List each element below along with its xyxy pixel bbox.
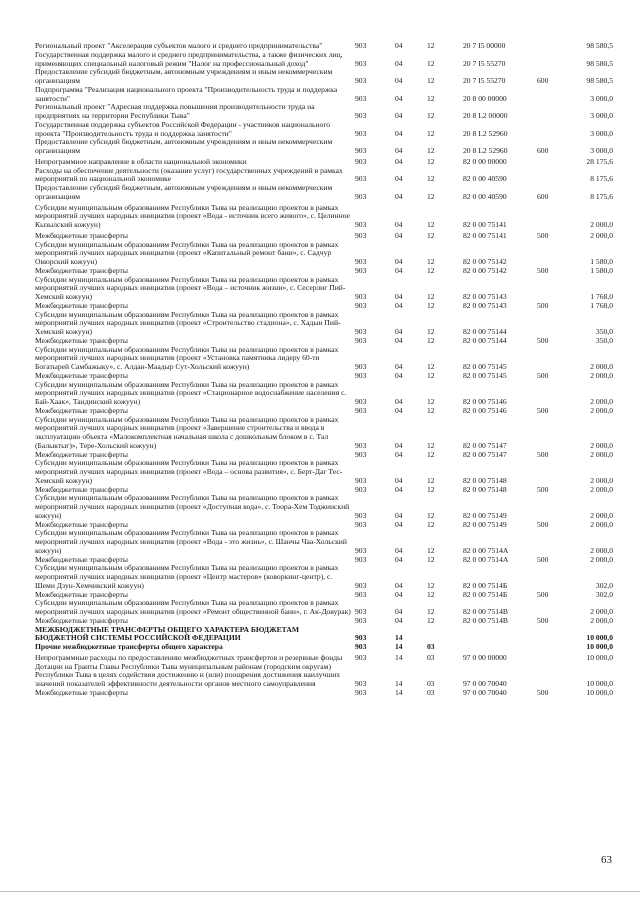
row-target-article-code: 82 0 00 75145 [463, 362, 507, 371]
table-row [35, 84, 613, 104]
row-name: Межбюджетные трансферты [35, 519, 128, 529]
row-name: Межбюджетные трансферты [35, 370, 128, 380]
row-target-article-code: 82 0 00 75147 [463, 449, 507, 459]
row-grbs-code: 903 [355, 607, 367, 616]
row-section-code: 04 [395, 607, 403, 616]
row-section-code: 04 [395, 580, 403, 590]
table-row [35, 344, 613, 372]
table-row [35, 493, 613, 520]
row-expense-type-code: 500 [537, 265, 549, 275]
row-section-code: 14 [395, 687, 403, 697]
row-subsection-code: 12 [427, 335, 435, 345]
row-section-code: 04 [395, 362, 403, 371]
row-amount: 2 000,0 [590, 449, 613, 459]
table-row [35, 379, 613, 407]
table-row [35, 102, 613, 121]
row-target-article-code: 82 0 00 7514В [463, 615, 508, 625]
row-target-article-code: 97 0 00 70040 [463, 687, 507, 697]
row-grbs-code: 903 [355, 519, 367, 529]
row-section-code: 04 [395, 510, 403, 520]
row-name: Межбюджетные трансферты [35, 449, 128, 459]
row-subsection-code: 12 [427, 607, 435, 616]
row-section-code: 14 [395, 642, 403, 651]
row-amount: 3 000,0 [590, 146, 613, 155]
row-name: Межбюджетные трансферты [35, 230, 128, 240]
row-amount: 28 175,6 [586, 156, 613, 166]
row-target-article-code: 82 0 00 75147 [463, 440, 507, 450]
row-name: Государственная поддержка малого и среднего предпринимательства, а также физических лиц, применяющих специальный налоговый режим "Налог на профессиональный доход" [35, 49, 343, 68]
row-target-article-code: 20 8 L2 52960 [463, 128, 508, 138]
row-grbs-code: 903 [355, 580, 367, 590]
row-name: Субсидии муниципальным образованиям Республики Тыва на реализацию проектов в рамках мероприятий лучших народных инициатив (проект «Капитальный ремонт бани», с. Садчур Овюрский кожуун) [35, 239, 339, 266]
row-grbs-code: 903 [355, 41, 367, 50]
row-subsection-code: 12 [427, 449, 435, 459]
row-name: Расходы на обеспечение деятельности (оказание услуг) государственных учреждений в рамках мероприятий по национальной экономике [35, 165, 343, 184]
row-target-article-code: 82 0 00 75146 [463, 405, 507, 415]
row-name: Субсидии муниципальным образованиям Республики Тыва на реализацию проектов в рамках мероприятий лучших народных инициатив (проект «Ремонт общественной бани», г. Ак-Довурак) [35, 598, 351, 616]
row-expense-type-code: 600 [537, 76, 549, 85]
row-name: Предоставление субсидий бюджетным, автономным учреждениям и иным некоммерческим организациям [35, 137, 333, 155]
row-grbs-code: 903 [355, 687, 367, 697]
row-amount: 302,0 [595, 580, 613, 590]
row-expense-type-code: 500 [537, 300, 549, 310]
row-expense-type-code: 600 [537, 191, 549, 201]
row-grbs-code: 903 [355, 475, 367, 485]
row-amount: 2 000,0 [590, 440, 613, 450]
row-section-code: 04 [395, 146, 403, 155]
table-row [35, 598, 613, 617]
row-section-code: 04 [395, 519, 403, 529]
row-section-code: 04 [395, 397, 403, 406]
row-subsection-code: 12 [427, 519, 435, 529]
row-target-article-code: 20 7 I5 00000 [463, 41, 506, 50]
row-section-code: 04 [395, 589, 403, 599]
row-amount: 2 000,0 [590, 370, 613, 380]
row-grbs-code: 903 [355, 362, 367, 371]
row-subsection-code: 12 [427, 362, 435, 371]
row-amount: 2 000,0 [590, 230, 613, 240]
table-row [35, 458, 613, 485]
row-target-article-code: 82 0 00 75141 [463, 230, 507, 240]
row-subsection-code: 12 [427, 128, 435, 138]
row-amount: 10 000,0 [586, 633, 613, 643]
row-subsection-code: 12 [427, 146, 435, 155]
row-amount: 1 580,0 [590, 257, 613, 266]
row-name: Субсидии муниципальным образованиям Республики Тыва на реализацию проектов в рамках мероприятий лучших народных инициатив (проект «Вода – основа развития», с. Берт-Даг Тес-Хемский кожуун) [35, 458, 343, 485]
row-grbs-code: 903 [355, 292, 367, 301]
row-subsection-code: 12 [427, 440, 435, 450]
row-grbs-code: 903 [355, 230, 367, 240]
row-amount: 2 000,0 [590, 519, 613, 529]
row-name: МЕЖБЮДЖЕТНЫЕ ТРАНСФЕРТЫ ОБЩЕГО ХАРАКТЕРА БЮДЖЕТАМ БЮДЖЕТНОЙ СИСТЕМЫ РОССИЙСКОЙ ФЕДЕРАЦИИ [35, 624, 299, 643]
row-section-code: 04 [395, 220, 403, 229]
row-expense-type-code: 500 [537, 484, 549, 494]
row-grbs-code: 903 [355, 93, 367, 103]
row-target-article-code: 20 8 00 00000 [463, 93, 507, 103]
row-subsection-code: 12 [427, 510, 435, 520]
row-expense-type-code: 500 [537, 554, 549, 564]
row-name: Субсидии муниципальным образованиям Республики Тыва на реализацию проектов в рамках мероприятий лучших народных инициатив (проект «Завершение строительства и ввода в эксплуатацию объекта «Малокомплектная начальная школа с дошкольным блоком в с. Тал (Балыктыг)», Тере-Хольский кожуун) [35, 414, 339, 450]
row-amount: 3 000,0 [590, 93, 613, 103]
table-row [35, 414, 613, 451]
row-amount: 2 000,0 [590, 615, 613, 625]
row-name: Межбюджетные трансферты [35, 265, 128, 275]
row-section-code: 04 [395, 554, 403, 564]
row-name: Региональный проект "Адресная поддержка повышения производительности труда на предприятиях на территории Республики Тыва" [35, 102, 315, 120]
row-grbs-code: 903 [355, 335, 367, 345]
row-subsection-code: 12 [427, 230, 435, 240]
row-subsection-code: 12 [427, 220, 435, 229]
row-subsection-code: 12 [427, 300, 435, 310]
table-row [35, 202, 613, 230]
row-section-code: 04 [395, 174, 403, 184]
row-subsection-code: 12 [427, 615, 435, 625]
row-amount: 2 000,0 [590, 607, 613, 616]
row-section-code: 04 [395, 265, 403, 275]
row-subsection-code: 12 [427, 41, 435, 50]
row-amount: 10 000,0 [586, 642, 613, 651]
row-amount: 8 175,6 [590, 191, 613, 201]
row-section-code: 04 [395, 405, 403, 415]
table-row [35, 49, 613, 69]
row-section-code: 04 [395, 327, 403, 336]
row-target-article-code: 82 0 00 75141 [463, 220, 507, 229]
row-name: Межбюджетные трансферты [35, 335, 128, 345]
row-expense-type-code: 500 [537, 589, 549, 599]
row-subsection-code: 12 [427, 397, 435, 406]
row-grbs-code: 903 [355, 257, 367, 266]
row-section-code: 04 [395, 484, 403, 494]
row-name: Субсидии муниципальным образованиям Республики Тыва на реализацию проектов в рамках мероприятий лучших народных инициатив (проект «Вода - это жизнь», с. Шанчы Чаа-Хольский кожуун) [35, 528, 347, 555]
row-section-code: 04 [395, 93, 403, 103]
row-section-code: 04 [395, 128, 403, 138]
row-grbs-code: 903 [355, 679, 367, 688]
row-target-article-code: 20 8 L2 00000 [463, 111, 508, 120]
page-number: 63 [601, 854, 612, 866]
row-target-article-code: 82 0 00 75145 [463, 370, 507, 380]
row-name: Субсидии муниципальным образованиям Республики Тыва на реализацию проектов в рамках мероприятий лучших народных инициатив (проект «Вода – источник жизни», с. Сесерлиг Пий-Хемский кожуун) [35, 274, 346, 301]
row-grbs-code: 903 [355, 440, 367, 450]
row-amount: 3 000,0 [590, 128, 613, 138]
row-target-article-code: 20 7 I5 55270 [463, 58, 506, 68]
row-subsection-code: 12 [427, 76, 435, 85]
table-row [35, 309, 613, 337]
row-name: Региональный проект "Акселерация субъектов малого и среднего предпринимательства" [35, 41, 323, 50]
row-target-article-code: 82 0 00 75143 [463, 292, 507, 301]
row-subsection-code: 12 [427, 327, 435, 336]
row-amount: 350,0 [595, 335, 613, 345]
row-subsection-code: 12 [427, 405, 435, 415]
row-target-article-code: 82 0 00 7514Б [463, 580, 508, 590]
row-amount: 2 000,0 [590, 545, 613, 555]
row-name: Межбюджетные трансферты [35, 615, 128, 625]
row-name: Субсидии муниципальным образованиям Республики Тыва на реализацию проектов в рамках мероприятий лучших народных инициатив (проект «Вода - источник всего живого», с. Целинное Кызылский кожуун) [35, 202, 350, 229]
row-target-article-code: 20 8 L2 52960 [463, 146, 508, 155]
row-amount: 2 000,0 [590, 510, 613, 520]
row-name: Государственная поддержка субъектов Российской Федерации - участников национального проекта "Производительность труда и поддержка занятости" [35, 119, 331, 138]
row-subsection-code: 12 [427, 191, 435, 201]
row-target-article-code: 82 0 00 40590 [463, 191, 507, 201]
row-section-code: 14 [395, 652, 403, 662]
table-row [35, 239, 613, 267]
row-name: Непрограммные расходы по предоставлению межбюджетных трансфертов и резервные фонды [35, 652, 343, 662]
row-section-code: 04 [395, 615, 403, 625]
row-subsection-code: 12 [427, 292, 435, 301]
row-amount: 2 000,0 [590, 362, 613, 371]
row-grbs-code: 903 [355, 191, 367, 201]
row-name: Субсидии муниципальным образованиям Республики Тыва на реализацию проектов в рамках мероприятий лучших народных инициатив (проект «Доступная вода», с. Тоора-Хем Тоджинский кожуун) [35, 493, 350, 520]
row-section-code: 04 [395, 440, 403, 450]
row-amount: 2 000,0 [590, 397, 613, 406]
row-name: Субсидии муниципальным образованиям Республики Тыва на реализацию проектов в рамках мероприятий лучших народных инициатив (проект «Установка памятника лидеру 60-ти Богатырей Самбажыку», с. Алдан-Маадыр Сут-Хольский кожуун) [35, 344, 339, 371]
table-row [35, 67, 613, 86]
row-subsection-code: 03 [427, 687, 435, 697]
row-subsection-code: 12 [427, 589, 435, 599]
row-target-article-code: 97 0 00 70040 [463, 679, 507, 688]
row-expense-type-code: 500 [537, 405, 549, 415]
row-section-code: 04 [395, 76, 403, 85]
row-amount: 302,0 [595, 589, 613, 599]
row-grbs-code: 903 [355, 589, 367, 599]
row-expense-type-code: 500 [537, 449, 549, 459]
row-grbs-code: 903 [355, 300, 367, 310]
row-amount: 1 580,0 [590, 265, 613, 275]
row-grbs-code: 903 [355, 156, 367, 166]
row-amount: 10 000,0 [586, 652, 613, 662]
row-name: Прочие межбюджетные трансферты общего характера [35, 642, 223, 651]
row-section-code: 14 [395, 633, 403, 643]
row-section-code: 14 [395, 679, 403, 688]
row-amount: 8 175,6 [590, 174, 613, 184]
row-grbs-code: 903 [355, 220, 367, 229]
row-target-article-code: 82 0 00 75149 [463, 510, 507, 520]
row-amount: 10 000,0 [586, 687, 613, 697]
row-subsection-code: 12 [427, 265, 435, 275]
table-row [35, 563, 613, 590]
table-row [35, 165, 613, 185]
row-target-article-code: 82 0 00 75149 [463, 519, 507, 529]
row-section-code: 04 [395, 41, 403, 50]
row-name: Непрограммное направление в области национальной экономики [35, 156, 247, 166]
row-target-article-code: 82 0 00 75142 [463, 257, 507, 266]
row-expense-type-code: 500 [537, 335, 549, 345]
row-subsection-code: 03 [427, 679, 435, 688]
row-grbs-code: 903 [355, 397, 367, 406]
row-name: Межбюджетные трансферты [35, 589, 128, 599]
row-section-code: 04 [395, 257, 403, 266]
row-subsection-code: 12 [427, 58, 435, 68]
row-name: Межбюджетные трансферты [35, 405, 128, 415]
row-amount: 98 580,5 [586, 41, 613, 50]
row-expense-type-code: 500 [537, 615, 549, 625]
row-section-code: 04 [395, 111, 403, 120]
row-grbs-code: 903 [355, 58, 367, 68]
row-grbs-code: 903 [355, 370, 367, 380]
row-target-article-code: 97 0 00 00000 [463, 652, 507, 662]
row-section-code: 04 [395, 58, 403, 68]
row-subsection-code: 12 [427, 370, 435, 380]
row-subsection-code: 12 [427, 484, 435, 494]
row-grbs-code: 903 [355, 545, 367, 555]
row-subsection-code: 12 [427, 475, 435, 485]
row-amount: 2 000,0 [590, 484, 613, 494]
row-grbs-code: 903 [355, 615, 367, 625]
row-target-article-code: 82 0 00 00000 [463, 156, 507, 166]
budget-table [35, 41, 613, 698]
table-row [35, 661, 613, 689]
row-section-code: 04 [395, 545, 403, 555]
row-subsection-code: 12 [427, 156, 435, 166]
row-target-article-code: 82 0 00 75143 [463, 300, 507, 310]
row-section-code: 04 [395, 230, 403, 240]
row-section-code: 04 [395, 300, 403, 310]
row-target-article-code: 82 0 00 75148 [463, 475, 507, 485]
row-grbs-code: 903 [355, 265, 367, 275]
row-expense-type-code: 600 [537, 146, 549, 155]
row-target-article-code: 82 0 00 75144 [463, 327, 507, 336]
row-name: Предоставление субсидий бюджетным, автономным учреждениям и иным некоммерческим организациям [35, 183, 333, 201]
row-amount: 10 000,0 [586, 679, 613, 688]
row-name: Субсидии муниципальным образованиям Республики Тыва на реализацию проектов в рамках мероприятий лучших народных инициатив (проект «Стационарное водоснабжение населения с. Бай-Хаак», Тандинский кожуун) [35, 379, 347, 406]
row-amount: 98 580,5 [586, 76, 613, 85]
row-target-article-code: 82 0 00 7514В [463, 607, 508, 616]
row-section-code: 04 [395, 156, 403, 166]
row-target-article-code: 82 0 00 75142 [463, 265, 507, 275]
table-row [35, 687, 613, 698]
table-row [35, 624, 613, 644]
row-section-code: 04 [395, 475, 403, 485]
row-target-article-code: 82 0 00 75148 [463, 484, 507, 494]
row-grbs-code: 903 [355, 174, 367, 184]
row-expense-type-code: 500 [537, 370, 549, 380]
row-amount: 2 000,0 [590, 554, 613, 564]
row-name: Межбюджетные трансферты [35, 687, 128, 697]
row-name: Субсидии муниципальным образованиям Республики Тыва на реализацию проектов в рамках мероприятий лучших народных инициатив (проект «Центр мастеров» (коворкинг-центр), с. Шеми Дзун-Хемчикский кожуун) [35, 563, 339, 590]
row-grbs-code: 903 [355, 327, 367, 336]
row-amount: 2 000,0 [590, 405, 613, 415]
row-name: Подпрограмма "Реализация национального проекта "Производительность труда и поддержка занятости" [35, 84, 338, 103]
table-row [35, 642, 613, 652]
row-subsection-code: 12 [427, 174, 435, 184]
table-row [35, 119, 613, 139]
row-subsection-code: 12 [427, 93, 435, 103]
row-subsection-code: 03 [427, 642, 435, 651]
row-target-article-code: 20 7 I5 55270 [463, 76, 506, 85]
row-target-article-code: 82 0 00 7514Б [463, 589, 508, 599]
row-grbs-code: 903 [355, 510, 367, 520]
row-subsection-code: 12 [427, 545, 435, 555]
row-grbs-code: 903 [355, 554, 367, 564]
row-grbs-code: 903 [355, 76, 367, 85]
row-amount: 1 768,0 [590, 292, 613, 301]
row-subsection-code: 12 [427, 580, 435, 590]
row-name: Межбюджетные трансферты [35, 554, 128, 564]
row-grbs-code: 903 [355, 405, 367, 415]
row-grbs-code: 903 [355, 111, 367, 120]
row-subsection-code: 12 [427, 111, 435, 120]
row-grbs-code: 903 [355, 652, 367, 662]
row-section-code: 04 [395, 191, 403, 201]
table-row [35, 274, 613, 302]
row-amount: 2 000,0 [590, 220, 613, 229]
table-row [35, 528, 613, 555]
row-amount: 350,0 [595, 327, 613, 336]
row-name: Предоставление субсидий бюджетным, автономным учреждениям и иным некоммерческим организациям [35, 67, 333, 85]
row-name: Субсидии муниципальным образованиям Республики Тыва на реализацию проектов в рамках мероприятий лучших народных инициатив (проект «Строительство стадиона», с. Хадын Пий-Хемский кожуун) [35, 309, 341, 336]
row-expense-type-code: 500 [537, 519, 549, 529]
row-grbs-code: 903 [355, 449, 367, 459]
row-subsection-code: 12 [427, 554, 435, 564]
row-section-code: 04 [395, 292, 403, 301]
row-section-code: 04 [395, 370, 403, 380]
row-target-article-code: 82 0 00 75146 [463, 397, 507, 406]
row-expense-type-code: 500 [537, 230, 549, 240]
row-amount: 3 000,0 [590, 111, 613, 120]
row-target-article-code: 82 0 00 40590 [463, 174, 507, 184]
row-target-article-code: 82 0 00 75144 [463, 335, 507, 345]
row-name: Межбюджетные трансферты [35, 300, 128, 310]
row-target-article-code: 82 0 00 7514А [463, 545, 509, 555]
row-subsection-code: 03 [427, 652, 435, 662]
row-target-article-code: 82 0 00 7514А [463, 554, 509, 564]
row-amount: 2 000,0 [590, 475, 613, 485]
row-grbs-code: 903 [355, 128, 367, 138]
row-section-code: 04 [395, 335, 403, 345]
table-row [35, 183, 613, 202]
row-amount: 98 580,5 [586, 58, 613, 68]
table-row [35, 137, 613, 156]
row-name: Дотации на Гранты Главы Республики Тыва муниципальным районам (городским округам) Республики Тыва в целях содействия достижению и (или) поощрения достижения наилучших значений показателей эффективности деятельности органов местного самоуправления [35, 661, 341, 688]
row-amount: 1 768,0 [590, 300, 613, 310]
row-section-code: 04 [395, 449, 403, 459]
row-expense-type-code: 500 [537, 687, 549, 697]
footer-rule [0, 891, 640, 892]
row-subsection-code: 12 [427, 257, 435, 266]
row-grbs-code: 903 [355, 642, 367, 651]
row-grbs-code: 903 [355, 484, 367, 494]
row-grbs-code: 903 [355, 146, 367, 155]
row-name: Межбюджетные трансферты [35, 484, 128, 494]
row-grbs-code: 903 [355, 633, 367, 643]
